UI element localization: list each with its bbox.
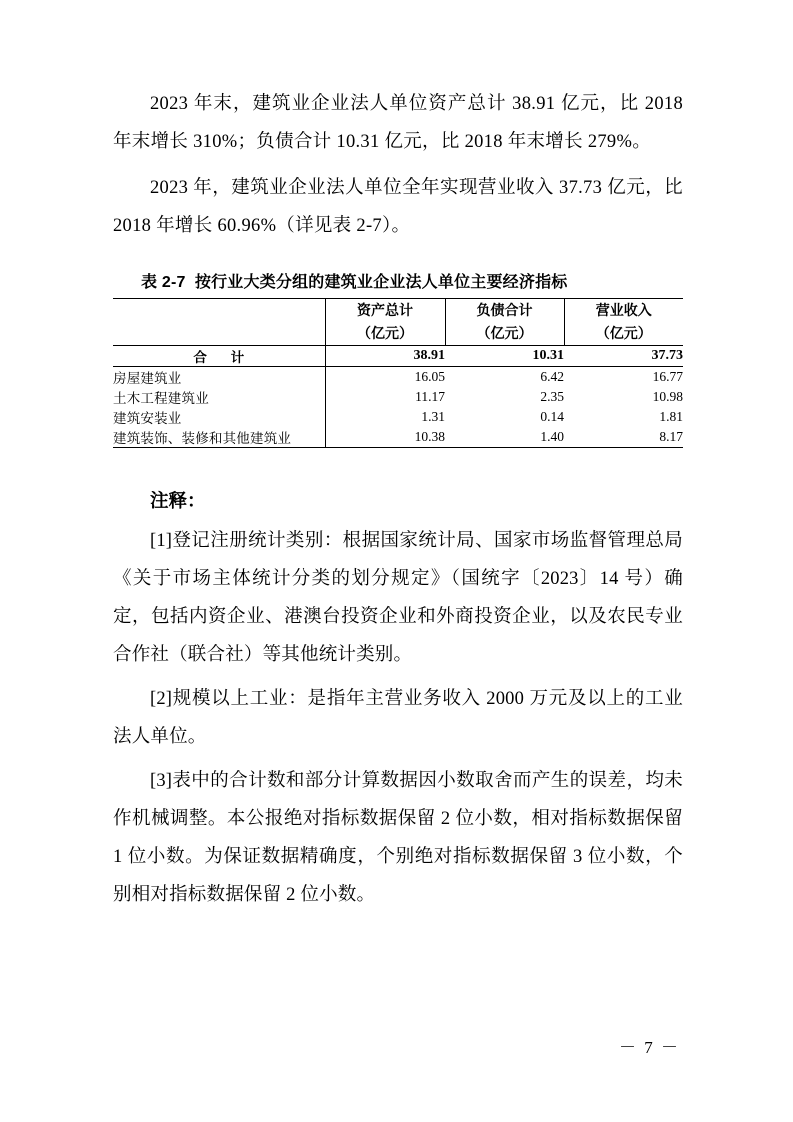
cell-total-liabilities: 10.31 [445, 346, 564, 367]
row-label: 建筑装饰、装修和其他建筑业 [113, 427, 325, 448]
header-liabilities-line1: 负债合计 [476, 302, 533, 318]
table-caption-title: 按行业大类分组的建筑业企业法人单位主要经济指标 [194, 274, 568, 291]
cell-revenue: 16.77 [652, 369, 683, 384]
cell-revenue: 10.98 [652, 389, 683, 404]
cell-liabilities: 6.42 [540, 369, 564, 384]
cell-assets: 1.31 [421, 409, 445, 424]
table-header-cell-assets [325, 299, 445, 346]
table-row [113, 367, 683, 388]
notes-section [113, 482, 683, 914]
table-row [113, 387, 683, 407]
cell-assets: 10.38 [325, 427, 445, 448]
page-content [113, 85, 683, 914]
paragraph-assets: 2023 年末，建筑业企业法人单位资产总计 38.91 亿元，比 2018 年末增长 310%；负债合计 10.31 亿元，比 2018 年末增长 279%。 [113, 94, 683, 152]
row-label: 建筑安装业 [113, 407, 325, 427]
statistics-table [113, 298, 683, 448]
cell-revenue: 8.17 [564, 427, 683, 448]
row-label: 土木工程建筑业 [113, 387, 325, 407]
table-row-total [113, 346, 683, 367]
table-caption [141, 269, 683, 292]
header-revenue-line2: （亿元） [595, 325, 652, 341]
cell-liabilities: 0.14 [540, 409, 564, 424]
header-revenue-line1: 营业收入 [595, 302, 652, 318]
note-item-2: [2]规模以上工业：是指年主营业务收入 2000 万元及以上的工业法人单位。 [113, 689, 683, 747]
note-item-3: [3]表中的合计数和部分计算数据因小数取舍而产生的误差，均未作机械调整。本公报绝对指标数据保留 2 位小数，相对指标数据保留 1 位小数。为保证数据精确度，个别绝对指标数据保留 3 位小数，个别相对指标数据保留 2 位小数。 [113, 771, 683, 905]
header-assets-line2: （亿元） [357, 325, 413, 341]
header-liabilities-line2: （亿元） [476, 325, 533, 341]
page-number: － 7 － [619, 1038, 680, 1057]
table-row [113, 427, 683, 448]
paragraph-revenue: 2023 年，建筑业企业法人单位全年实现营业收入 37.73 亿元，比 2018 年增长 60.96%（详见表 2-7）。 [113, 178, 683, 236]
cell-assets: 16.05 [414, 369, 445, 384]
row-label: 房屋建筑业 [113, 367, 325, 388]
row-label-total: 合 计 [113, 346, 325, 367]
cell-revenue: 1.81 [659, 409, 683, 424]
cell-total-assets: 38.91 [325, 346, 445, 367]
statistics-table-block [113, 269, 683, 448]
table-row [113, 407, 683, 427]
table-header-cell-liabilities [445, 299, 564, 346]
header-assets-line1: 资产总计 [357, 302, 413, 318]
notes-title: 注释： [150, 490, 206, 511]
note-item-1: [1]登记注册统计类别：根据国家统计局、国家市场监督管理总局《关于市场主体统计分类的划分规定》（国统字〔2023〕14 号）确定，包括内资企业、港澳台投资企业和外商投资企业，以及农民专业合作社（联合社）等其他统计类别。 [113, 531, 683, 665]
table-caption-number: 表 2-7 [141, 274, 186, 291]
table-header-cell-blank [113, 299, 325, 346]
cell-liabilities: 2.35 [540, 389, 564, 404]
table-header-cell-revenue [564, 299, 683, 346]
table-header-row [113, 299, 683, 346]
cell-liabilities: 1.40 [445, 427, 564, 448]
cell-total-revenue: 37.73 [564, 346, 683, 367]
cell-assets: 11.17 [415, 389, 445, 404]
